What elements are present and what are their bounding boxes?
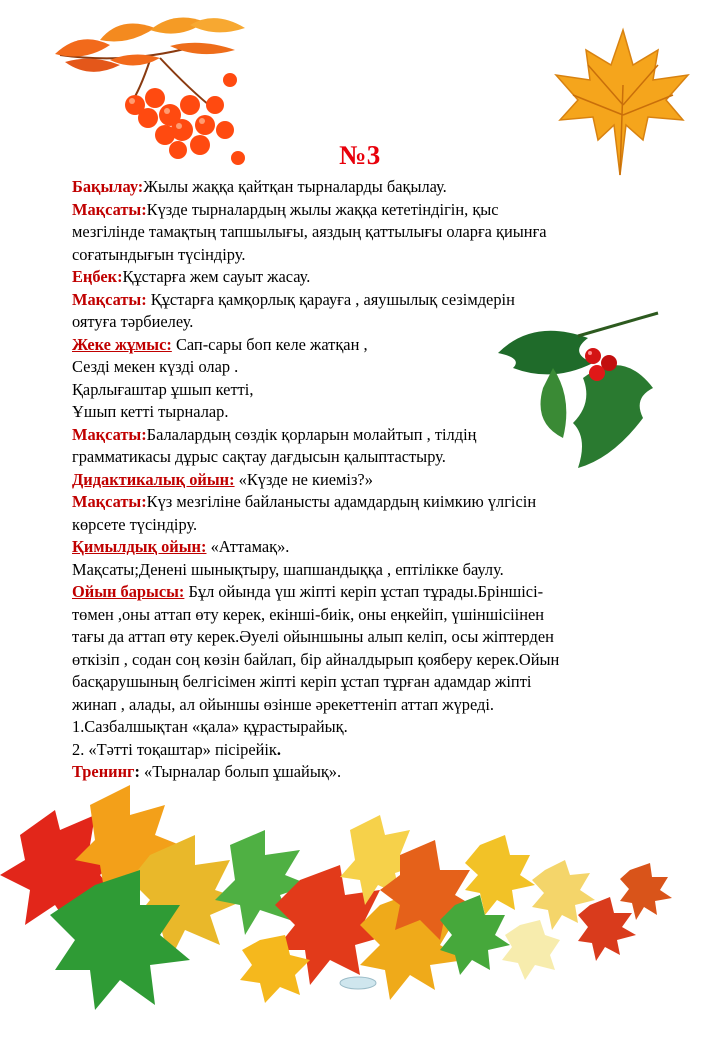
text-line (72, 244, 642, 267)
text-line (72, 311, 642, 334)
text-line (72, 266, 642, 289)
section-text: жинап , алады, ал ойыншы өзінше әрекеттеніп аттап жүреді. (72, 694, 495, 714)
section-text: тағы да аттап өту керек.Әуелі ойыншыны алып келіп, осы жіптерден (72, 627, 554, 646)
text-line (72, 334, 642, 357)
section-label: Бақылау: (72, 177, 144, 196)
text-line (72, 424, 642, 447)
section-label: Еңбек: (72, 267, 123, 286)
section-text: көрсете түсіндіру. (72, 514, 198, 534)
section-text: Мақсаты;Денені шынықтыру, шапшандыққа , ептілікке баулу. (72, 559, 504, 579)
section-label: Дидактикалық ойын: (72, 469, 235, 489)
section-text: Қарлығаштар ұшып кетті, (72, 379, 254, 399)
section-text: «Аттамақ». (206, 537, 290, 556)
section-text: Күзде тырналардың жылы жаққа кететіндігін, қыс (146, 199, 499, 219)
text-line (72, 221, 642, 244)
text-line (72, 626, 642, 649)
section-label: Жеке жұмыс: (72, 334, 172, 354)
section-label: Мақсаты: (72, 424, 147, 444)
text-line (72, 379, 642, 402)
text-tail: . (276, 739, 282, 759)
section-label: Мақсаты: (72, 289, 151, 309)
text-line (72, 176, 642, 199)
section-text: өткізіп , содан соң көзін байлап, бір айналдырып қояберу керек.Ойын (72, 649, 560, 669)
section-label: Мақсаты: (72, 199, 147, 219)
text-line (72, 401, 642, 424)
section-label: Ойын барысы: (72, 582, 185, 601)
text-line (72, 199, 642, 222)
section-label: Тренинг (72, 762, 135, 781)
text-line (72, 649, 642, 672)
section-text: 2. «Тәтті тоқаштар» пісірейік (72, 739, 277, 759)
section-label: Қимылдық ойын: (72, 537, 207, 556)
label-colon: : (134, 762, 140, 781)
section-text: Балалардың сөздік қорларын молайтып , тілдің (146, 424, 477, 444)
section-text: Құстарға жем сауыт жасау. (122, 267, 311, 286)
text-line (72, 469, 642, 492)
text-line (72, 581, 642, 604)
text-line (72, 559, 642, 582)
section-text: оятуға тәрбиелеу. (72, 312, 194, 331)
text-line (72, 356, 642, 379)
section-text: төмен ,оны аттап өту керек, екінші-биік, оны еңкейіп, үшіншісіінен (72, 604, 545, 624)
text-line (72, 671, 642, 694)
text-line (72, 694, 642, 717)
text-line (72, 491, 642, 514)
text-line (72, 514, 642, 537)
text-line (72, 289, 642, 312)
section-text: «Күзде не киеміз?» (234, 469, 373, 489)
section-text: Ұшып кетті тырналар. (72, 402, 229, 421)
section-text: 1.Сазбалшықтан «қала» құрастырайық. (72, 717, 348, 736)
section-text: Бұл ойында үш жіпті керіп ұстап тұрады.Бріншісі- (184, 582, 544, 601)
text-line (72, 716, 642, 739)
text-line (72, 446, 642, 469)
section-text: мезгілінде тамақтың тапшылығы, аяздың қаттылығы оларға қиынға (72, 222, 547, 241)
text-line (72, 739, 642, 762)
autumn-leaves-border-icon (0, 775, 720, 1040)
section-text: Құстарға қамқорлық қарауға , аяушылық сезімдерін (150, 289, 515, 309)
section-text: Сезді мекен күзді олар . (72, 357, 239, 376)
section-text: Сап-сары боп келе жатқан , (171, 334, 368, 354)
section-text: «Тырналар болып ұшайық». (139, 762, 342, 781)
document-body (72, 176, 642, 784)
section-text: Күз мезгіліне байланысты адамдардың киімкию үлгісін (146, 492, 537, 511)
section-text: соғатындығын түсіндіру. (72, 244, 246, 264)
page-title: №3 (339, 140, 381, 171)
text-line (72, 604, 642, 627)
section-text: грамматикасы дұрыс сақтау дағдысын қалыптастыру. (72, 447, 446, 466)
section-text: басқарушының белгісімен жіпті керіп ұстап тұрған адамдар жіпті (72, 672, 532, 691)
section-label: Мақсаты: (72, 492, 147, 511)
text-line (72, 536, 642, 559)
section-text: Жылы жаққа қайтқан тырналарды бақылау. (143, 177, 447, 196)
